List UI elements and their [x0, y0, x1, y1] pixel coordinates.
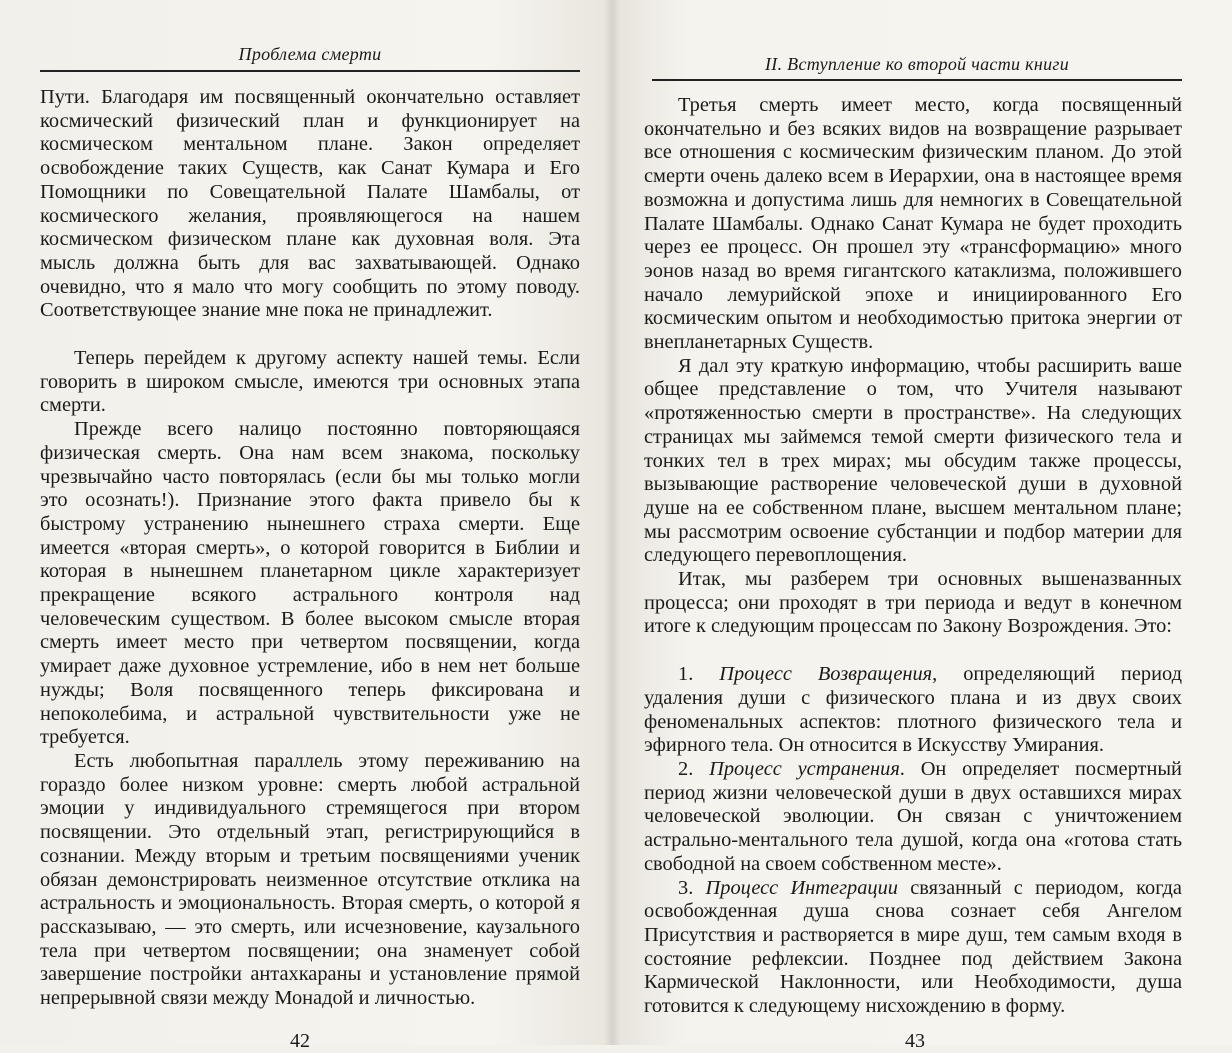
right-page-number: 43 [905, 1030, 925, 1052]
process-item-2-number: 2. [678, 757, 694, 780]
left-running-head: Проблема смерти [238, 44, 382, 64]
right-paragraph-1: Третья смерть имеет место, когда посвященный окончательно и без всяких видов на возвращение разрывает все отношения с космическим физическим планом. До этой смерти очень далеко всем в Иерархии, она в настоящее время возможна и допустима лишь для немногих в Совещательной Палате Шамбалы. Однако Санат Кумара не будет проходить через ее процесс. Он прошел эту «трансформацию» много эонов назад во время гигантского катаклизма, положившего начало лемурийской эпохе и инициированного Его космическим опытом и необходимостью притока энергии от внепланетарных Существ. [644, 94, 1182, 354]
right-paragraph-3: Итак, мы разберем три основных вышеназванных процесса; они проходят в три периода и ведут в конечном итоге к следующим процессам по Закону Возрождения. Это: [644, 568, 1182, 638]
process-item-2-label: Процесс устранения [709, 757, 900, 780]
left-paragraph-4: Есть любопытная параллель этому переживанию на гораздо более низком уровне: смерть любой астральной эмоции у индивидуального стремящегося при втором посвящении. Это отдельный этап, регистрирующийся в сознании. Между вторым и третьим посвящениями ученик обязан демонстрировать неизменное отсутствие отклика на астральность и эмоциональность. Вторая смерть, о которой я рассказываю, — это смерть, или исчезновение, каузального тела при четвертом посвящении; она знаменует собой завершение постройки антахкараны и установление прямой непрерывной связи между Монадой и личностью. [40, 749, 580, 1010]
right-running-head: II. Вступление ко второй части книги [764, 54, 1069, 74]
book-gutter [604, 0, 620, 1045]
process-item-1-label: Процесс Возвращения [719, 663, 933, 686]
right-header-rule [652, 79, 1182, 81]
process-item-2-text: . Он определяет посмертный период жизни человеческой души в двух оставшихся мирах человеческой эволюции. Он связан с уничтожением астрально-ментального тела душой, когда она «готова стать свободной на своем собственном месте». [644, 757, 1182, 875]
left-page-body [40, 86, 580, 1011]
left-page-number: 42 [290, 1030, 310, 1052]
process-item-3-text: связанный с периодом, когда освобожденная душа снова сознает себя Ангелом Присутствия и растворяется в мире душ, тем самым входя в состояние рефлексии. Позднее под действием Закона Кармической Наклонности, или Необходимости, душа готовится к следующему нисхождению в форму. [644, 876, 1182, 1018]
left-paragraph-2: Теперь перейдем к другому аспекту нашей темы. Если говорить в широком смысле, имеются три основных этапа смерти. [40, 347, 580, 417]
left-paragraph-3: Прежде всего налицо постоянно повторяющаяся физическая смерть. Она нам всем знакома, поскольку чрезвычайно часто повторялась (если бы мы только могли это осознать!). Признание этого факта привело бы к быстрому устранению нынешнего страха смерти. Еще имеется «вторая смерть», о которой говорится в Библии и которая в нынешнем планетарном цикле характеризует прекращение всякого астрального контроля над человеческим существом. В более высоком смысле вторая смерть имеет место при четвертом посвящении, когда умирает даже духовное устремление, ибо в нем нет больше нужды; Воля посвященного теперь фиксирована и непоколебима, и астральной чувствительности уже не требуется. [40, 418, 580, 749]
process-item-1-text: , определяющий период удаления души с физического плана и из двух своих феноменальных аспектов: плотного физического тела и эфирного тела. Он относится в Искусству Умирания. [644, 663, 1182, 757]
right-page-body [644, 94, 1182, 1019]
left-header-rule [40, 70, 580, 72]
right-paragraph-2: Я дал эту краткую информацию, чтобы расширить ваше общее представление о том, что Учителя называют «протяженностью смерти в пространстве». На следующих страницах мы займемся темой смерти физического тела и тонких тел в трех мирах; мы обсудим также процессы, вызывающие растворение человеческой души в духовной душе на ее собственном плане, высшем ментальном плане; мы рассмотрим освоение субстанции и подбор материи для следующего перевоплощения. [644, 354, 1182, 567]
process-item-3-label: Процесс Интеграции [705, 876, 899, 899]
process-item-1 [644, 663, 1182, 758]
process-item-1-number: 1. [678, 663, 694, 686]
process-item-2 [644, 758, 1182, 877]
process-item-3 [644, 877, 1182, 1019]
left-paragraph-1: Пути. Благодаря им посвященный окончательно оставляет космический физический план и функционирует на космическом ментальном плане. Закон определяет освобождение таких Существ, как Санат Кумара и Его Помощники по Совещательной Палате Шамбалы, от космического желания, проявляющегося на нашем космическом физическом плане как духовная воля. Эта мысль должна быть для вас захватывающей. Однако очевидно, что я мало что могу сообщить по этому поводу. Соответствующее знание мне пока не принадлежит. [40, 86, 580, 322]
process-item-3-number: 3. [678, 876, 694, 899]
